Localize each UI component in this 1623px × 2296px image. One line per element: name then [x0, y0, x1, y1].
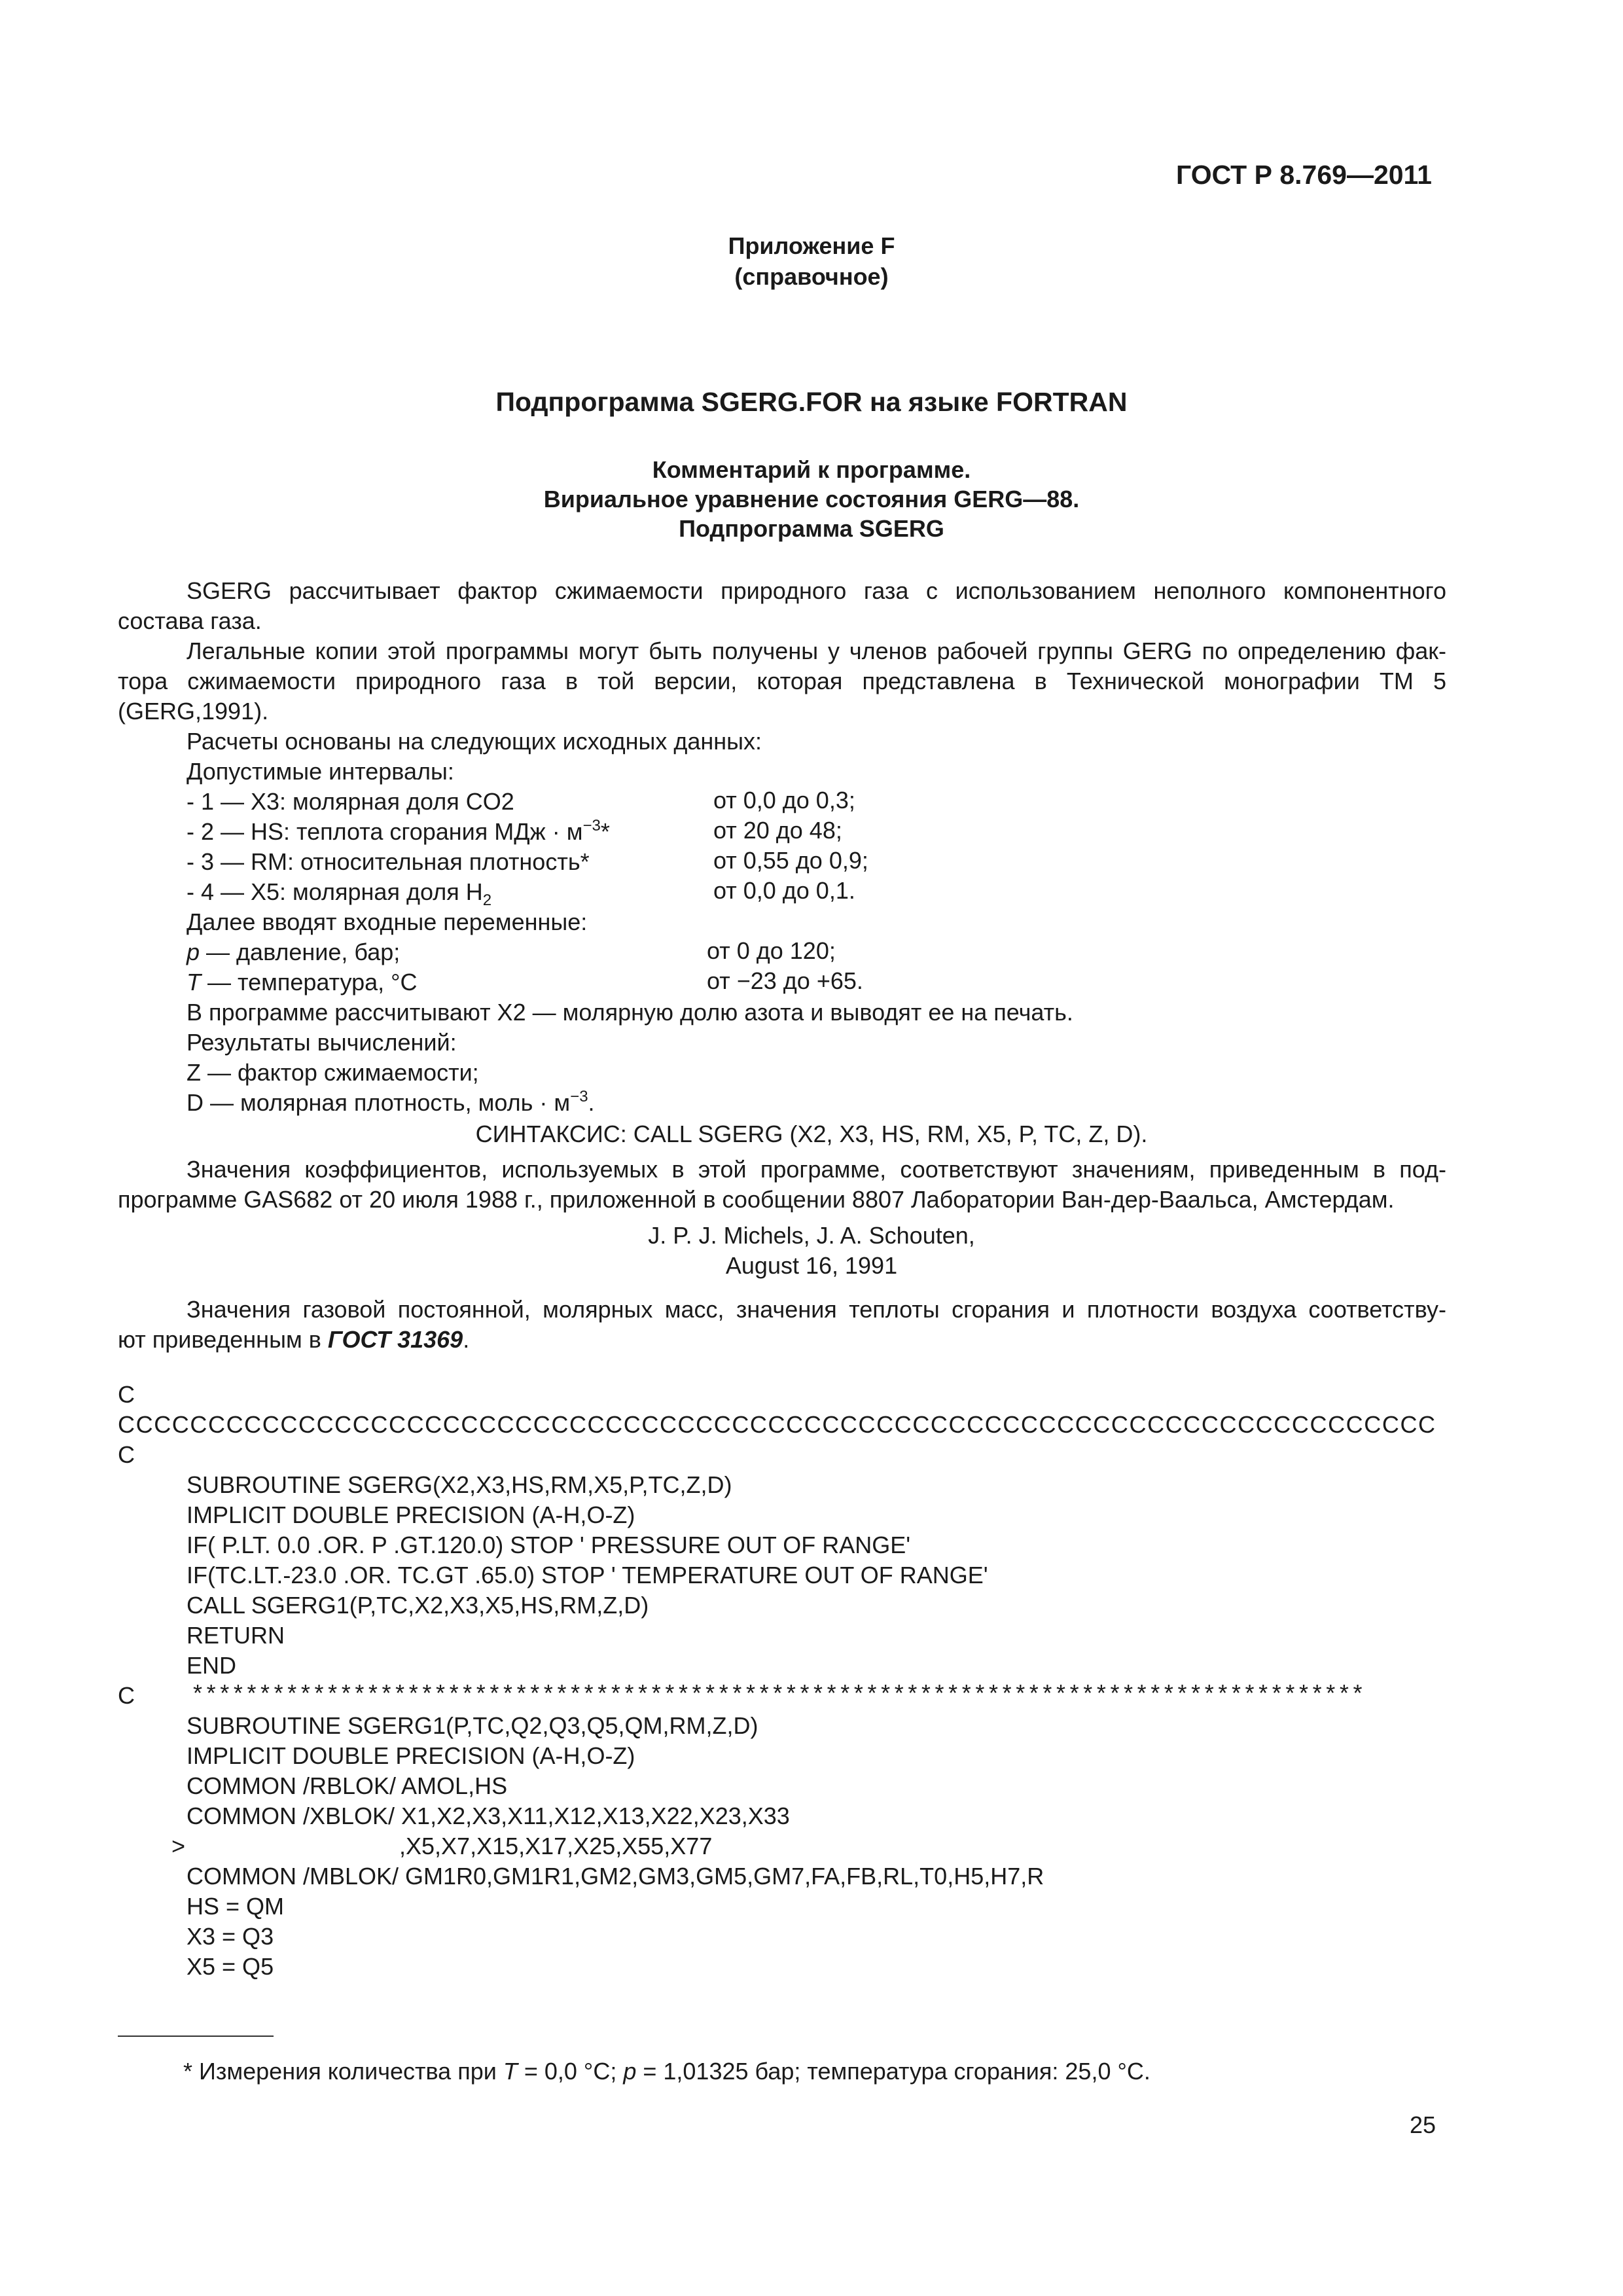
code-line: IF(TC.LT.-23.0 .OR. TC.GT .65.0) STOP ' TEMPERATURE OUT OF RANGE' [187, 1562, 988, 1588]
code-continuation-mark: > [171, 1833, 186, 1859]
range-value-4: от 0,0 до 0,1. [713, 877, 855, 904]
code-comment-c-line: CCCCCCCCCCCCCCCCCCCCCCCCCCCCCCCCCCCCCCCCCCCCCCCCCCCCCCCCCCCCCCCCCCCCCCCCC [118, 1411, 1436, 1438]
calc-results: Результаты вычислений: [187, 1029, 457, 1056]
code-line: IF( P.LT. 0.0 .OR. P .GT.120.0) STOP ' PRESSURE OUT OF RANGE' [187, 1532, 911, 1558]
input-temperature-range: от −23 до +65. [707, 967, 863, 994]
appendix-title: Приложение F [728, 232, 895, 259]
paragraph-2-line-2: тора сжимаемости природного газа в той версии, которая представлена в Технической монографии ТМ 5 [118, 668, 1446, 694]
gas-line-1: Значения газовой постоянной, молярных масс, значения теплоты сгорания и плотности воздуха соответству- [187, 1296, 1446, 1323]
input-pressure-range: от 0 до 120; [707, 937, 836, 964]
code-line: SUBROUTINE SGERG(X2,X3,HS,RM,X5,P,TC,Z,D) [187, 1471, 732, 1498]
code-stars-separator: *************************************************************************************** [193, 1679, 1367, 1706]
page-number: 25 [1410, 2111, 1436, 2138]
syntax-line: СИНТАКСИС: CALL SGERG (X2, X3, HS, RM, X5, P, TC, Z, D). [475, 1121, 1148, 1147]
code-line: IMPLICIT DOUBLE PRECISION (A-H,O-Z) [187, 1501, 635, 1528]
code-line: HS = QM [187, 1893, 285, 1920]
input-pressure: p — давление, бар; [187, 939, 401, 965]
paragraph-3: Расчеты основаны на следующих исходных данных: [187, 728, 762, 755]
gas-line-2: ют приведенным в ГОСТ 31369. [118, 1326, 470, 1353]
paragraph-4: Допустимые интервалы: [187, 758, 454, 785]
code-line: COMMON /MBLOK/ GM1R0,GM1R1,GM2,GM3,GM5,GM7,FA,FB,RL,T0,H5,H7,R [187, 1863, 1044, 1890]
paragraph-2-line-1: Легальные копии этой программы могут быть получены у членов рабочей группы GERG по определению фак- [187, 637, 1446, 664]
range-label-4: - 4 — X5: молярная доля $H_2$ [187, 878, 492, 909]
code-line: X3 = Q3 [187, 1923, 274, 1950]
range-value-2: от 20 до 48; [713, 817, 842, 844]
code-line: CALL SGERG1(P,TC,X2,X3,X5,HS,RM,Z,D) [187, 1592, 649, 1619]
code-line: SUBROUTINE SGERG1(P,TC,Q2,Q3,Q5,QM,RM,Z,D) [187, 1712, 758, 1739]
calc-d: D — молярная плотность, моль · $м^{-3}$. [187, 1088, 595, 1116]
authors-names: J. P. J. Michels, J. A. Schouten, [648, 1222, 975, 1249]
inputs-intro: Далее вводят входные переменные: [187, 908, 588, 935]
code-line: X5 = Q5 [187, 1953, 274, 1980]
calc-x2: В программе рассчитывают X2 — молярную долю азота и выводят ее на печать. [187, 999, 1073, 1026]
code-line: IMPLICIT DOUBLE PRECISION (A-H,O-Z) [187, 1742, 635, 1769]
authors-date: August 16, 1991 [725, 1252, 898, 1279]
range-label-3: - 3 — RM: относительная плотность* [187, 848, 590, 875]
code-comment-c-3: C [118, 1682, 135, 1709]
comment-line-3: Подпрограмма SGERG [679, 515, 944, 542]
range-label-2: - 2 — HS: теплота сгорания МДж · $м^{-3}*$ [187, 817, 610, 845]
paragraph-1-line-1: SGERG рассчитывает фактор сжимаемости природного газа с использованием неполного компонентного [187, 577, 1446, 604]
range-value-1: от 0,0 до 0,3; [713, 787, 855, 814]
paragraph-2-line-3: (GERG,1991). [118, 698, 269, 725]
appendix-subtitle: (справочное) [734, 263, 889, 290]
coef-line-1: Значения коэффициентов, используемых в этой программе, соответствуют значениям, приведенным в под- [187, 1156, 1446, 1183]
code-line: COMMON /XBLOK/ X1,X2,X3,X11,X12,X13,X22,X23,X33 [187, 1803, 790, 1829]
range-value-3: от 0,55 до 0,9; [713, 847, 868, 874]
code-comment-c-2: C [118, 1441, 135, 1468]
input-temperature: T — температура, °C [187, 969, 418, 996]
comment-line-2: Вириальное уравнение состояния GERG—88. [543, 486, 1080, 512]
code-line: END [187, 1652, 237, 1679]
range-label-1: - 1 — X3: молярная доля CO2 [187, 788, 514, 815]
code-line: RETURN [187, 1622, 285, 1649]
comment-line-1: Комментарий к программе. [652, 456, 971, 483]
footnote: * Измерения количества при T = 0,0 °C; p = 1,01325 бар; температура сгорания: 25,0 °C. [183, 2058, 1150, 2085]
code-comment-c-1: C [118, 1381, 135, 1408]
calc-z: Z — фактор сжимаемости; [187, 1059, 479, 1086]
standard-number: ГОСТ Р 8.769—2011 [1176, 160, 1432, 190]
coef-line-2: программе GAS682 от 20 июля 1988 г., приложенной в сообщении 8807 Лаборатории Ван-дер-Ваальса, Амстердам. [118, 1186, 1395, 1213]
main-title: Подпрограмма SGERG.FOR на языке FORTRAN [495, 387, 1128, 417]
paragraph-1-line-2: состава газа. [118, 607, 262, 634]
code-line: COMMON /RBLOK/ AMOL,HS [187, 1772, 508, 1799]
code-line: ,X5,X7,X15,X17,X25,X55,X77 [399, 1833, 713, 1859]
footnote-divider [118, 2036, 274, 2037]
